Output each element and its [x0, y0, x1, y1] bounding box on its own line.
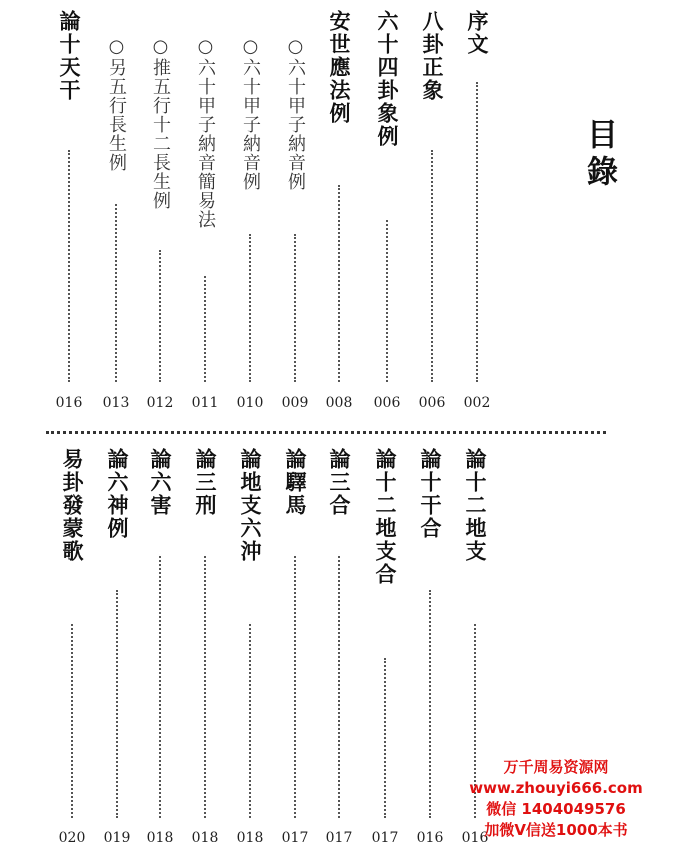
toc-entry-page: 016: [55, 395, 83, 411]
toc-entry-title: 論十天干: [57, 10, 81, 102]
toc-entry-title: ○六十甲子納音例: [240, 36, 261, 191]
toc-entry-title: ○六十甲子納音例: [285, 36, 306, 191]
toc-entry: [370, 10, 404, 415]
toc-entry-page: 010: [236, 395, 264, 411]
toc-entry-title: 序文: [465, 10, 489, 56]
toc-entry: [188, 36, 222, 416]
toc-entry: [100, 448, 134, 848]
toc-entry-title: 論十二地支: [463, 448, 487, 563]
dot-leader: [476, 82, 478, 382]
toc-entry-page: 017: [281, 830, 309, 846]
watermark-line: 微信 1404049576: [486, 800, 626, 818]
toc-entry-title: 論三刑: [193, 448, 217, 517]
toc-entry: [278, 36, 312, 416]
toc-entry-page: 017: [325, 830, 353, 846]
dot-leader: [384, 658, 386, 818]
dot-leader: [116, 590, 118, 818]
toc-entry-title: 論十干合: [418, 448, 442, 540]
toc-entry: [415, 10, 449, 415]
dot-leader: [204, 276, 206, 382]
dot-leader: [68, 150, 70, 382]
toc-entry: [52, 10, 86, 415]
toc-entry-title: ○另五行長生例: [106, 36, 127, 172]
dot-leader: [115, 204, 117, 382]
toc-entry-title: 八卦正象: [420, 10, 444, 102]
toc-entry-page: 017: [371, 830, 399, 846]
dot-leader: [338, 556, 340, 818]
dot-leader: [249, 624, 251, 818]
toc-entry-page: 008: [325, 395, 353, 411]
toc-entry-page: 019: [103, 830, 131, 846]
dot-leader: [338, 185, 340, 382]
dot-leader: [386, 220, 388, 382]
dot-leader: [159, 250, 161, 382]
toc-entry: [368, 448, 402, 848]
toc-entry: [322, 10, 356, 415]
toc-entry-page: 018: [236, 830, 264, 846]
toc-entry-title: 六十四卦象例: [375, 10, 399, 148]
toc-entry: [188, 448, 222, 848]
dot-leader: [431, 150, 433, 382]
toc-entry-page: 018: [146, 830, 174, 846]
toc-entry: [233, 448, 267, 848]
watermark-line: 万千周易资源网: [503, 758, 609, 776]
toc-entry-title: 易卦發蒙歌: [60, 448, 84, 563]
toc-entry-page: 016: [461, 830, 489, 846]
toc-entry-page: 006: [373, 395, 401, 411]
dot-leader: [294, 234, 296, 382]
toc-entry-page: 006: [418, 395, 446, 411]
dot-leader: [249, 234, 251, 382]
toc-entry: [143, 448, 177, 848]
toc-entry-page: 020: [58, 830, 86, 846]
dot-leader: [294, 556, 296, 818]
dot-leader: [159, 556, 161, 818]
toc-entry-page: 009: [281, 395, 309, 411]
toc-entry-title: 論十二地支合: [373, 448, 397, 586]
toc-entry: [99, 36, 133, 416]
toc-entry: [322, 448, 356, 848]
toc-entry-title: 論地支六沖: [238, 448, 262, 563]
section-divider: [46, 431, 606, 434]
toc-entry-title: 安世應法例: [327, 10, 351, 125]
toc-entry-title: 論驛馬: [283, 448, 307, 517]
toc-heading: 目錄: [581, 118, 617, 192]
toc-entry: [55, 448, 89, 848]
toc-entry: [233, 36, 267, 416]
toc-entry-page: 018: [191, 830, 219, 846]
dot-leader: [71, 624, 73, 818]
dot-leader: [429, 590, 431, 818]
toc-entry-title: 論三合: [327, 448, 351, 517]
toc-entry-title: 論六害: [148, 448, 172, 517]
watermark-line: www.zhouyi666.com: [469, 779, 643, 797]
watermark-line: 加微V信送1000本书: [484, 821, 628, 839]
toc-entry-title: 論六神例: [105, 448, 129, 540]
toc-entry: [460, 10, 494, 415]
toc-entry: [143, 36, 177, 416]
dot-leader: [204, 556, 206, 818]
toc-entry-title: ○推五行十二長生例: [150, 36, 171, 210]
toc-entry-page: 013: [102, 395, 130, 411]
watermark: [441, 757, 671, 841]
toc-entry-page: 016: [416, 830, 444, 846]
toc-entry-page: 011: [191, 395, 219, 411]
toc-entry-page: 002: [463, 395, 491, 411]
toc-entry: [278, 448, 312, 848]
toc-entry-title: ○六十甲子納音簡易法: [195, 36, 216, 229]
toc-entry-page: 012: [146, 395, 174, 411]
